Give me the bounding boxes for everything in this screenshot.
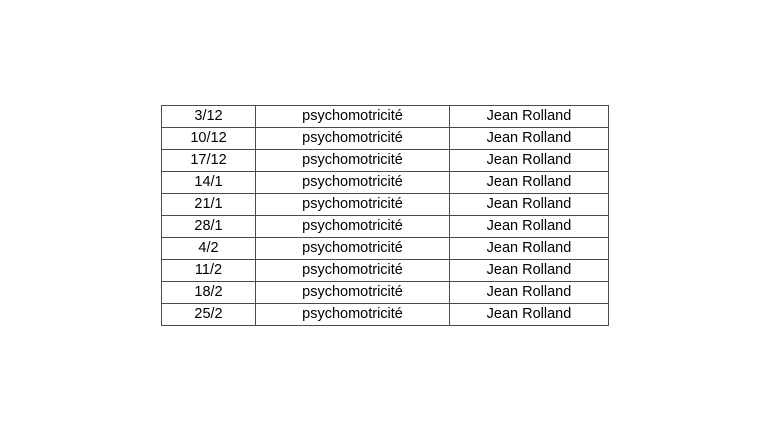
table-row <box>162 194 609 216</box>
activity-cell: psychomotricité <box>256 216 450 238</box>
activity-cell: psychomotricité <box>256 304 450 326</box>
activity-cell: psychomotricité <box>256 238 450 260</box>
table-row <box>162 106 609 128</box>
table-row <box>162 172 609 194</box>
table-row <box>162 238 609 260</box>
person-cell: Jean Rolland <box>450 238 609 260</box>
schedule-table-body <box>162 106 609 326</box>
person-cell: Jean Rolland <box>450 216 609 238</box>
date-cell: 28/1 <box>162 216 256 238</box>
table-row <box>162 282 609 304</box>
table-row <box>162 128 609 150</box>
activity-cell: psychomotricité <box>256 260 450 282</box>
date-cell: 21/1 <box>162 194 256 216</box>
person-cell: Jean Rolland <box>450 106 609 128</box>
person-cell: Jean Rolland <box>450 260 609 282</box>
person-cell: Jean Rolland <box>450 172 609 194</box>
table-row <box>162 150 609 172</box>
schedule-table <box>161 105 609 326</box>
date-cell: 17/12 <box>162 150 256 172</box>
date-cell: 3/12 <box>162 106 256 128</box>
person-cell: Jean Rolland <box>450 194 609 216</box>
date-cell: 18/2 <box>162 282 256 304</box>
activity-cell: psychomotricité <box>256 194 450 216</box>
table-row <box>162 304 609 326</box>
activity-cell: psychomotricité <box>256 150 450 172</box>
person-cell: Jean Rolland <box>450 304 609 326</box>
activity-cell: psychomotricité <box>256 172 450 194</box>
schedule-table-container <box>161 105 609 326</box>
table-row <box>162 216 609 238</box>
date-cell: 14/1 <box>162 172 256 194</box>
activity-cell: psychomotricité <box>256 106 450 128</box>
activity-cell: psychomotricité <box>256 282 450 304</box>
date-cell: 11/2 <box>162 260 256 282</box>
person-cell: Jean Rolland <box>450 150 609 172</box>
person-cell: Jean Rolland <box>450 128 609 150</box>
activity-cell: psychomotricité <box>256 128 450 150</box>
date-cell: 25/2 <box>162 304 256 326</box>
person-cell: Jean Rolland <box>450 282 609 304</box>
table-row <box>162 260 609 282</box>
date-cell: 4/2 <box>162 238 256 260</box>
date-cell: 10/12 <box>162 128 256 150</box>
